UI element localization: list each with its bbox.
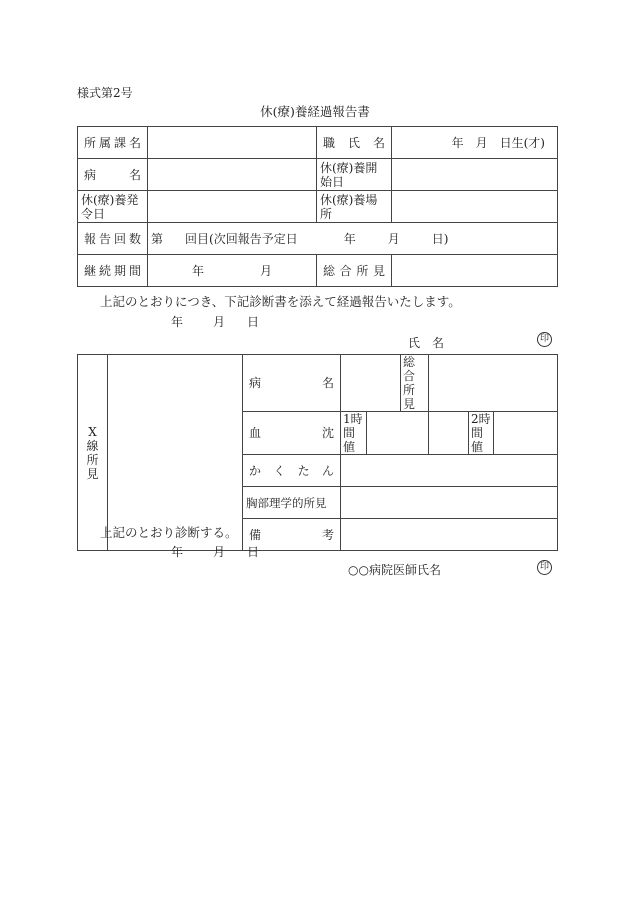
sputum-field[interactable] (341, 455, 558, 487)
xray-label (78, 355, 108, 551)
statement-2: 上記のとおり診断する。 (100, 525, 238, 540)
name-label: 氏 名 (408, 336, 445, 350)
doctor-seal-icon: 印 (537, 560, 552, 575)
chest-field[interactable] (341, 487, 558, 519)
report-count-mid: 回目(次回報告予定日 (185, 231, 298, 246)
form-number: 様式第2号 (77, 86, 133, 100)
xray-label-1: X (88, 424, 97, 439)
leave-order-label: 休(療)養発令日 (78, 191, 148, 223)
statement-1: 上記のとおりにつき、下記診断書を添えて経過報告いたします。 (100, 294, 461, 309)
staff-name-label: 職氏名 (317, 127, 392, 159)
date-1 (171, 313, 259, 330)
xray-label-3: 所 (86, 452, 99, 467)
xray-label-4: 見 (86, 466, 99, 481)
report-table (77, 126, 558, 287)
leave-start-field[interactable] (392, 159, 558, 191)
remarks-label: 備考 (243, 519, 341, 551)
department-label: 所属課名 (78, 127, 148, 159)
diag-disease-label: 病名 (243, 355, 341, 412)
leave-place-field[interactable] (392, 191, 558, 223)
duration-month: 月 (260, 263, 273, 278)
duration-label: 継続期間 (78, 255, 148, 287)
seal-icon: 印 (537, 332, 552, 347)
date-2 (171, 543, 259, 560)
hour2-label: 2時間値 (469, 412, 494, 455)
hour1-label: 1時間値 (341, 412, 367, 455)
disease-field[interactable] (148, 159, 317, 191)
report-count-month: 月 (387, 231, 400, 246)
xray-label-2: 線 (86, 438, 99, 453)
report-count-year: 年 (343, 231, 356, 246)
date-1-year: 年 (171, 315, 184, 329)
document-title: 休(療)養経過報告書 (260, 104, 370, 119)
doctor-name-label: ○○病院医師氏名 (348, 563, 441, 577)
birthdate-field[interactable]: 年 月 日生(才) (392, 127, 558, 159)
hour1-extra[interactable] (429, 412, 469, 455)
department-field[interactable] (148, 127, 317, 159)
hour1-field[interactable] (367, 412, 429, 455)
duration-field[interactable] (148, 255, 317, 287)
report-count-label: 報告回数 (78, 223, 148, 255)
diag-overall-label: 総合所見 (401, 355, 429, 412)
report-count-prefix: 第 (151, 231, 164, 246)
overall-label: 総合所見 (317, 255, 392, 287)
overall-field[interactable] (392, 255, 558, 287)
leave-start-label: 休(療)養開始日 (317, 159, 392, 191)
date-1-day: 日 (247, 315, 260, 329)
diagnosis-table (77, 354, 558, 551)
disease-label: 病名 (78, 159, 148, 191)
remarks-field[interactable] (341, 519, 558, 551)
report-count-day: 日) (431, 231, 449, 246)
sputum-label: かくたん (243, 455, 341, 487)
date-2-year: 年 (171, 545, 184, 559)
date-1-month: 月 (213, 315, 226, 329)
chest-label: 胸部理学的所見 (243, 487, 341, 519)
leave-place-label: 休(療)養場所 (317, 191, 392, 223)
diag-disease-field[interactable] (341, 355, 401, 412)
hour2-field[interactable] (494, 412, 558, 455)
report-count-field[interactable] (148, 223, 558, 255)
diag-overall-field[interactable] (429, 355, 558, 412)
leave-order-field[interactable] (148, 191, 317, 223)
xray-findings-field[interactable] (108, 355, 243, 551)
blood-label: 血沈 (243, 412, 341, 455)
duration-year: 年 (191, 263, 204, 278)
date-2-month: 月 (213, 545, 226, 559)
date-2-day: 日 (247, 545, 260, 559)
